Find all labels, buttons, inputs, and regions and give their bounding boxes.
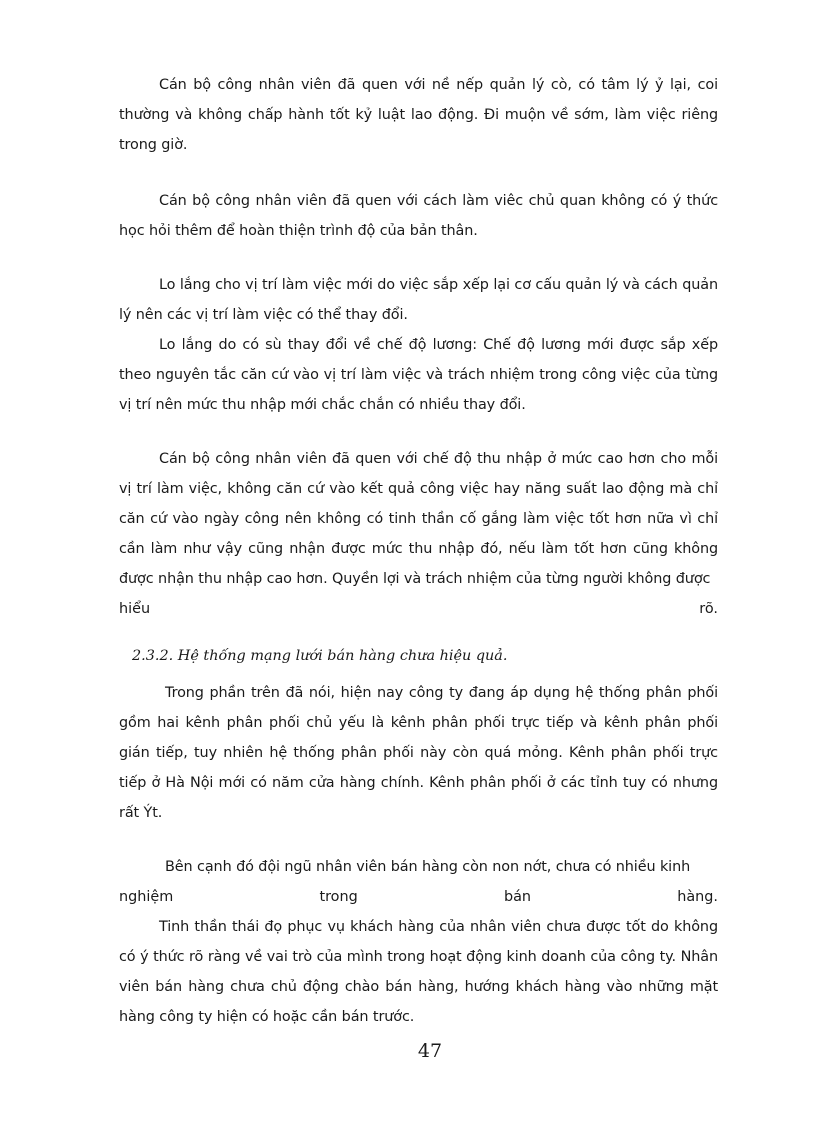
spread-word: hiểu (119, 601, 151, 617)
spread-word: hàng. (677, 889, 718, 905)
page-number: 47 (417, 1040, 443, 1062)
spread-line-understand (119, 594, 718, 624)
spread-word: bán (503, 889, 532, 905)
paragraph-discipline: Cán bộ công nhân viên đã quen với nề nếp quản lý cò, có tâm lý ỷ lại, coi thường và không chấp hành tốt kỷ luật lao động. Đi muộn về sớm, làm việc riêng trong giờ. (119, 77, 718, 153)
paragraph-staff: Bên cạnh đó đội ngũ nhân viên bán hàng còn non nớt, chưa có nhiều kinh (165, 859, 691, 875)
paragraph-service-attitude: Tinh thần thái đọ phục vụ khách hàng của nhân viên chưa được tốt do không có ý thức rõ ràng về vai trò của mình trong hoạt động kinh doanh của công ty. Nhân viên bán hàng chưa chủ động chào bán hàng, hướng khách hàng vào những mặt hàng công ty hiện có hoặc cần bán trước. (119, 919, 718, 1025)
paragraph-income: Cán bộ công nhân viên đã quen với chế độ thu nhập ở mức cao hơn cho mỗi vị trí làm việc, không căn cứ vào kết quả công việc hay năng suất lao động mà chỉ căn cứ vào ngày công nên không có tinh thần cố gắng làm việc tốt hơn nữa vì chỉ cần làm như vậy cũng nhận được mức thu nhập đó, nếu làm tốt hơn cũng không được nhận thu nhập cao hơn. Quyền lợi và trách nhiệm của từng người không được (119, 451, 718, 587)
spread-word: rõ. (699, 601, 718, 617)
paragraph-position-worry: Lo lắng cho vị trí làm việc mới do việc sắp xếp lại cơ cấu quản lý và cách quản lý nên các vị trí làm việc có thể thay đổi. (119, 277, 718, 323)
spread-line-experience (119, 882, 718, 912)
section-heading: 2.3.2. Hệ thống mạng lưới bán hàng chưa hiệu quả. (132, 648, 508, 664)
spread-word: nghiệm (119, 889, 174, 905)
paragraph-distribution: Trong phần trên đã nói, hiện nay công ty đang áp dụng hệ thống phân phối gồm hai kênh phân phối chủ yếu là kênh phân phối trực tiếp và kênh phân phối gián tiếp, tuy nhiên hệ thống phân phối này còn quá mỏng. Kênh phân phối trực tiếp ở Hà Nội mới có năm cửa hàng chính. Kênh phân phối ở các tỉnh tuy có nhưng rất Ýt. (119, 685, 718, 821)
paragraph-work-style: Cán bộ công nhân viên đã quen với cách làm viêc chủ quan không có ý thức học hỏi thêm để hoàn thiện trình độ của bản thân. (119, 193, 718, 239)
spread-word: trong (319, 889, 358, 905)
paragraph-salary-worry: Lo lắng do có sù thay đổi về chế độ lương: Chế độ lương mới được sắp xếp theo nguyên tắc căn cứ vào vị trí làm việc và trách nhiệm trong công việc của từng vị trí nên mức thu nhập mới chắc chắn có nhiều thay đổi. (119, 337, 718, 413)
